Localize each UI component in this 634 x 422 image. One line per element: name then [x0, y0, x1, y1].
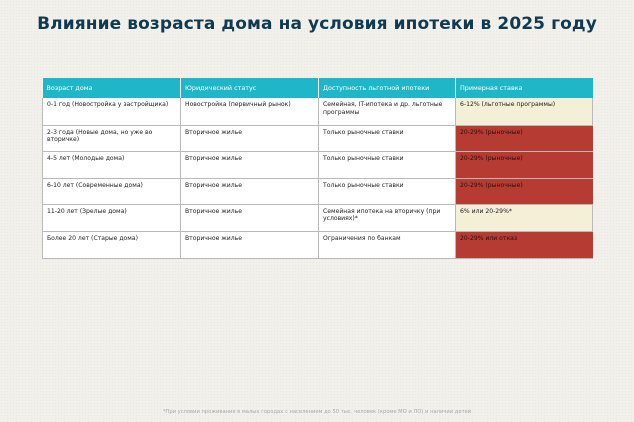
cell-rate: 6% или 20-29%*	[456, 204, 593, 231]
table-row	[43, 231, 593, 258]
table-header-row	[43, 78, 593, 98]
cell-availability: Семейная, IT-ипотека и др. льготные программы	[319, 98, 456, 125]
column-header-age: Возраст дома	[43, 78, 181, 98]
cell-rate: 20-29% или отказ	[456, 231, 593, 258]
column-header-availability: Доступность льготной ипотеки	[319, 78, 456, 98]
cell-age: 2-3 года (Новые дома, но уже во вторичке)	[43, 125, 181, 151]
cell-status: Вторичное жилье	[181, 204, 319, 231]
cell-rate: 20-29% (рыночные)	[456, 178, 593, 204]
cell-rate: 20-29% (рыночные)	[456, 151, 593, 178]
cell-age: 11-20 лет (Зрелые дома)	[43, 204, 181, 231]
table-row	[43, 151, 593, 178]
cell-age: Более 20 лет (Старые дома)	[43, 231, 181, 258]
cell-status: Вторичное жилье	[181, 151, 319, 178]
column-header-rate: Примерная ставка	[456, 78, 593, 98]
cell-age: 6-10 лет (Современные дома)	[43, 178, 181, 204]
mortgage-table	[42, 78, 593, 259]
cell-status: Вторичное жилье	[181, 125, 319, 151]
cell-availability: Только рыночные ставки	[319, 178, 456, 204]
footnote: *При условии проживания в малых городах с населением до 50 тыс. человек (кроме МО и ЛО) и наличии детей	[162, 409, 472, 415]
cell-status: Вторичное жилье	[181, 178, 319, 204]
cell-availability: Ограничения по банкам	[319, 231, 456, 258]
table-row	[43, 178, 593, 204]
cell-availability: Только рыночные ставки	[319, 151, 456, 178]
cell-status: Вторичное жилье	[181, 231, 319, 258]
cell-availability: Только рыночные ставки	[319, 125, 456, 151]
cell-availability: Семейная ипотека на вторичку (при условиях)*	[319, 204, 456, 231]
cell-rate: 20-29% (рыночные)	[456, 125, 593, 151]
table-row	[43, 204, 593, 231]
table-row	[43, 98, 593, 125]
column-header-status: Юридический статус	[181, 78, 319, 98]
cell-age: 0-1 год (Новостройка у застройщика)	[43, 98, 181, 125]
cell-age: 4-5 лет (Молодые дома)	[43, 151, 181, 178]
page-title: Влияние возраста дома на условия ипотеки в 2025 году	[37, 14, 597, 34]
cell-status: Новостройка (первичный рынок)	[181, 98, 319, 125]
cell-rate: 6-12% (льготные программы)	[456, 98, 593, 125]
table-row	[43, 125, 593, 151]
